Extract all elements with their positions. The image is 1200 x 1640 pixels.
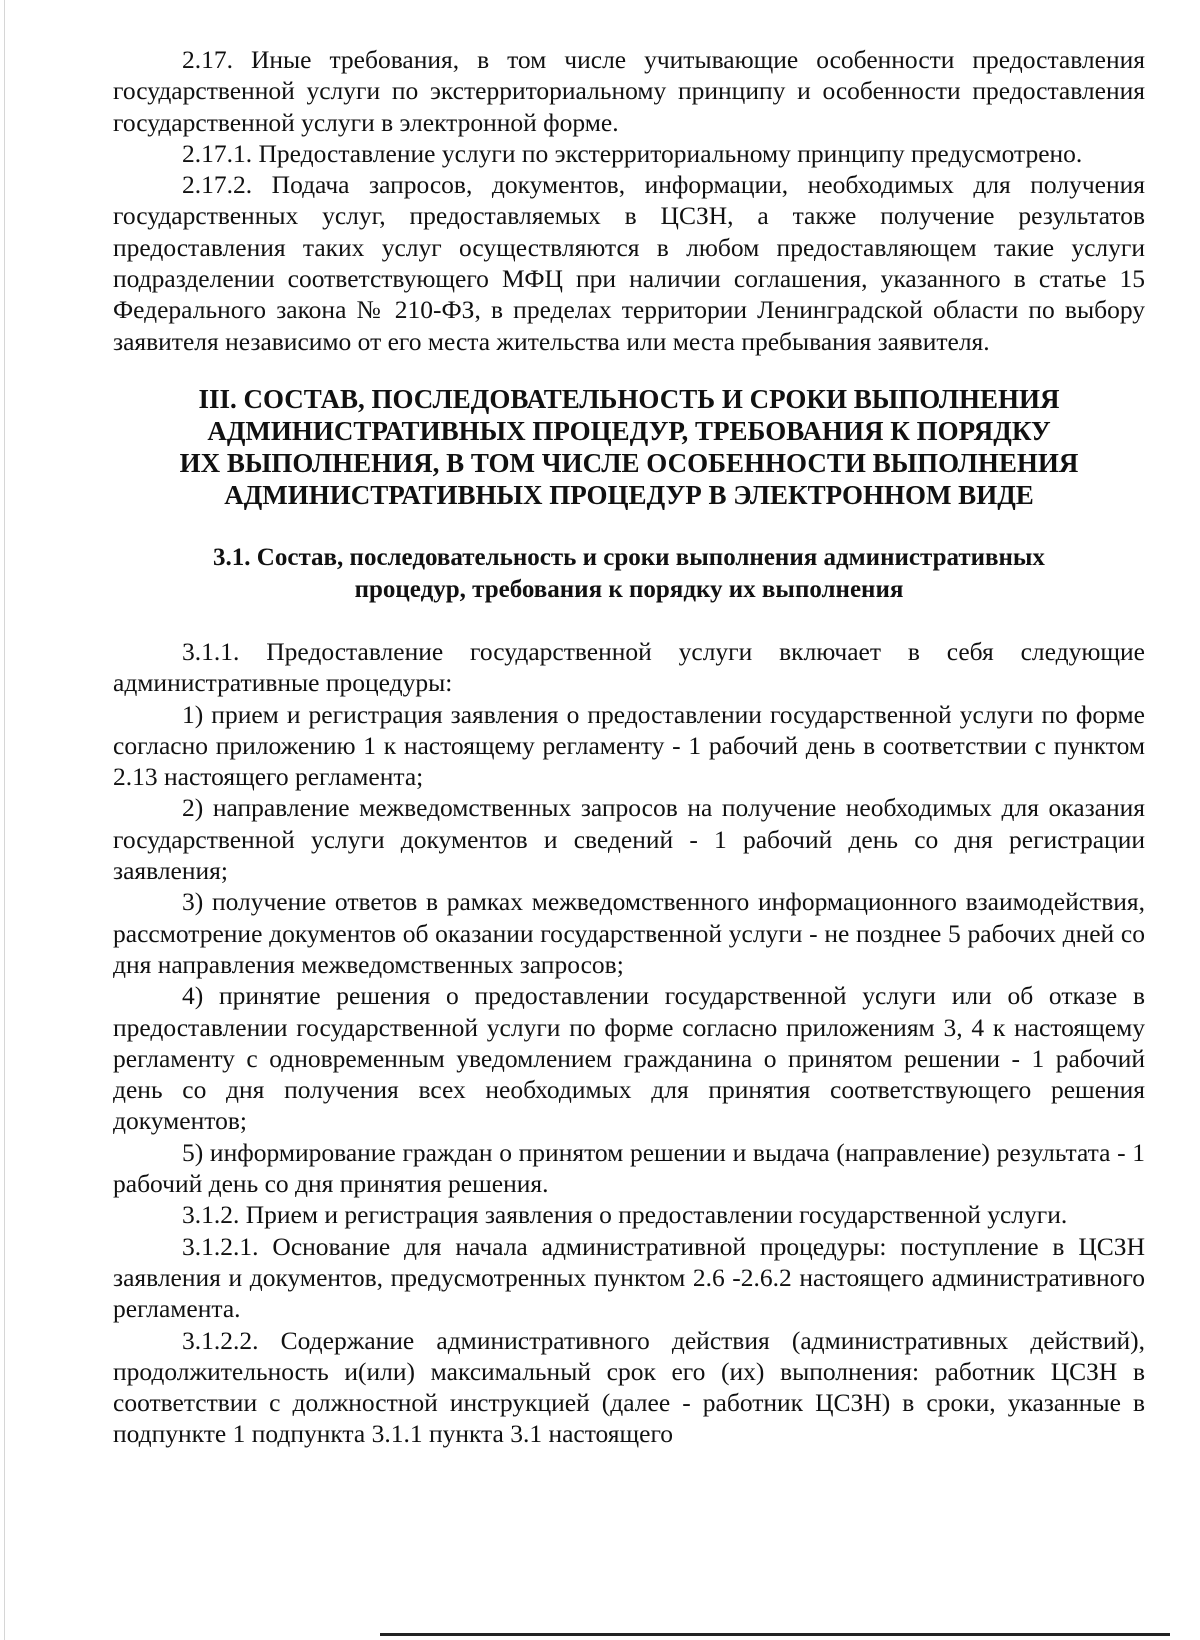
scan-left-edge [4,0,5,1640]
section-heading-line: III. СОСТАВ, ПОСЛЕДОВАТЕЛЬНОСТЬ И СРОКИ ВЫПОЛНЕНИЯ [198,383,1060,414]
paragraph-2-17-2: 2.17.2. Подача запросов, документов, информации, необходимых для получения государственных услуг, предоставляемых в ЦСЗН, а также получение результатов предоставления таких услуг осуществляются в любом предоставляющем такие услуги подразделении соответствующего МФЦ при наличии соглашения, указанного в статье 15 Федерального закона № 210-ФЗ, в пределах территории Ленинградской области по выбору заявителя независимо от его места жительства или места пребывания заявителя. [113,170,1145,356]
paragraph-2-17-1: 2.17.1. Предоставление услуги по экстерриториальному принципу предусмотрено. [182,138,1083,168]
subsection-heading-line: 3.1. Состав, последовательность и сроки выполнения административных [213,543,1045,571]
document-page [113,44,1145,1450]
section-heading-line: АДМИНИСТРАТИВНЫХ ПРОЦЕДУР В ЭЛЕКТРОННОМ ВИДЕ [224,479,1034,510]
paragraph-3-1-1: 3.1.1. Предоставление государственной услуги включает в себя следующие административные процедуры: [113,636,1145,698]
list-item-1: 1) прием и регистрация заявления о предоставлении государственной услуги по форме согласно приложению 1 к настоящему регламенту - 1 рабочий день в соответствии с пунктом 2.13 настоящего регламента; [113,699,1145,792]
section-heading-iii [113,383,1145,511]
scan-bottom-edge [380,1633,1170,1636]
subsection-heading-3-1 [113,542,1145,606]
list-item-4: 4) принятие решения о предоставлении государственной услуги или об отказе в предоставлении государственной услуги по форме согласно приложениям 3, 4 к настоящему регламенту с одновременным уведомлением гражданина о принятом решении - 1 рабочий день со дня получения всех необходимых для принятия соответствующего решения документов; [113,981,1145,1136]
paragraph-3-1-2-2: 3.1.2.2. Содержание административного действия (административных действий), продолжительность и(или) максимальный срок его (их) выполнения: работник ЦСЗН в соответствии с должностной инструкцией (далее - работник ЦСЗН) в сроки, указанные в подпункте 1 подпункта 3.1.1 пункта 3.1 настоящего [113,1325,1145,1449]
section-body [113,636,1145,1450]
section-heading-line: ИХ ВЫПОЛНЕНИЯ, В ТОМ ЧИСЛЕ ОСОБЕННОСТИ ВЫПОЛНЕНИЯ [179,447,1079,478]
list-item-3: 3) получение ответов в рамках межведомственного информационного взаимодействия, рассмотрение документов об оказании государственной услуги - не позднее 5 рабочих дней со дня направления межведомственных запросов; [113,887,1145,979]
paragraph-2-17: 2.17. Иные требования, в том числе учитывающие особенности предоставления государственной услуги по экстерриториальному принципу и особенности предоставления государственной услуги в электронной форме. [113,45,1145,137]
list-item-2: 2) направление межведомственных запросов на получение необходимых для оказания государственной услуги документов и сведений - 1 рабочий день со дня регистрации заявления; [113,793,1145,886]
list-item-5: 5) информирование граждан о принятом решении и выдача (направление) результата - 1 рабочий день со дня принятия решения. [113,1137,1145,1199]
subsection-heading-line: процедур, требования к порядку их выполнения [354,575,904,603]
paragraph-3-1-2-1: 3.1.2.1. Основание для начала административной процедуры: поступление в ЦСЗН заявления и документов, предусмотренных пунктом 2.6 -2.6.2 настоящего административного регламента. [113,1231,1145,1324]
section-heading-line: АДМИНИСТРАТИВНЫХ ПРОЦЕДУР, ТРЕБОВАНИЯ К ПОРЯДКУ [207,415,1051,446]
paragraph-3-1-2: 3.1.2. Прием и регистрация заявления о предоставлении государственной услуги. [182,1200,1068,1230]
